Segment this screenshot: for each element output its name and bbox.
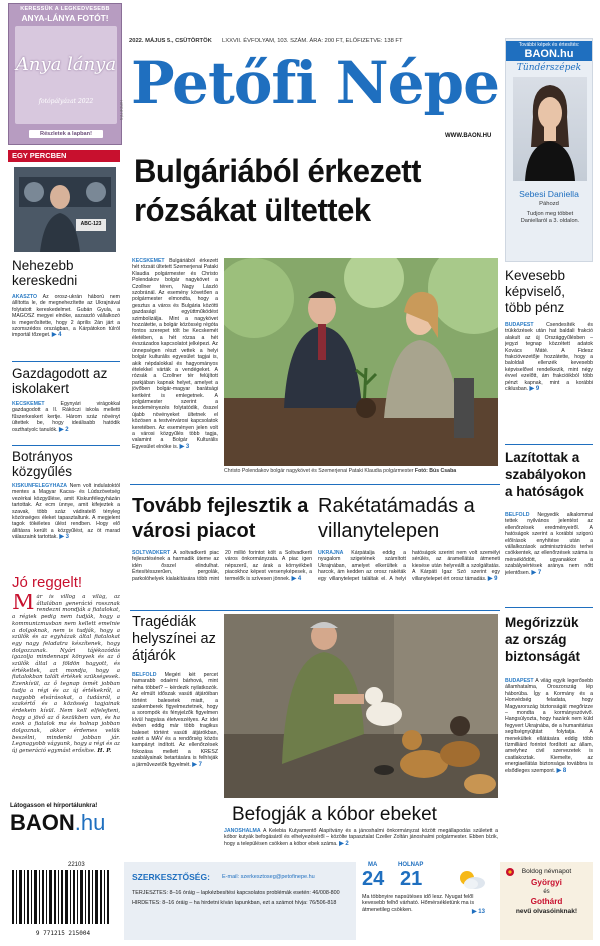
befogjak-title: Befogják a kóbor ebeket bbox=[232, 804, 437, 825]
lead-credit: Fotó: Bús Csaba bbox=[414, 468, 457, 474]
barcode-issue: 22103 bbox=[68, 862, 85, 868]
barcode bbox=[8, 862, 118, 940]
kevesebb-text: Csendesíték és trükközések után hat baldali frakció alakult az új Országgyűlésben – jegyzi tegnap közzétett adatok Kovács Máté. A Fidesz frakcióvezetője hozzátette, hogy a baloldali ellenzék kevesebb képviselővel rendelkezik, mint négy évvel ezelőtt, ám frakcióikból több pénzt kapnak, mint a korábbi ciklusban. bbox=[505, 322, 593, 393]
weather-ma-label: MA bbox=[368, 862, 378, 868]
megorizzuk-text: A világ egyik legerősebb államhatalma, Oroszország lép háborúba. Így a Kormány és a Honvédség feladata, hogy Magyarország biztonságát megőrizze – mondta a kormányszóvivő. Hangsúlyozta, hogy hazánk nem küld fegyvert Ukrajnába, de a humanitárius segítségnyújtást folytatja. A menekültek ellátására eddig több tízmilliárd forintot fordított az állam, amelyhez civil szervezetek is csatlakoztak. Kiemelte, az energiaellátás biztonsága továbbra is elsődleges szempont. bbox=[505, 678, 593, 774]
top-ad-script-title: Anya lánya bbox=[15, 54, 117, 75]
jo-reggelt-body bbox=[12, 594, 120, 798]
right-promo-line1: További képek és értesítés: bbox=[506, 41, 592, 49]
masthead-site: WWW.BAON.HU bbox=[445, 133, 492, 139]
right-promo-photo bbox=[513, 77, 587, 181]
lazitottak-ref[interactable]: ▶ 7 bbox=[531, 569, 542, 576]
top-ad-side-label: HIRDETÉS bbox=[119, 100, 124, 121]
s2-title: Gazdagodott az iskolakert bbox=[12, 366, 108, 396]
right-promo-brand: BAON.hu bbox=[506, 48, 592, 61]
tragediak-body bbox=[132, 672, 218, 856]
masthead-title: Petőfi Népe bbox=[131, 49, 499, 117]
baon-ad-line: Látogasson el hírportálunkra! bbox=[10, 802, 98, 809]
s2-tag: KECSKEMÉT bbox=[12, 401, 45, 407]
divider bbox=[130, 484, 500, 485]
lazitottak-title: Lazítottak a szabályokon a hatóságok bbox=[505, 450, 587, 499]
top-ad[interactable] bbox=[8, 3, 122, 145]
weather-holnap: 21 bbox=[400, 868, 423, 890]
tovabb-body bbox=[132, 550, 312, 606]
jo-reggelt-title: Jó reggelt! bbox=[12, 574, 83, 591]
s3-text: Nem volt indulatoktól mentes a Magyar Kacsa- és Lúdszövetség vezérkai közgyűlése, amit Kiskunfélegyházán tartottak. Az ecm ünnye, amit kifejeztek a szavak, több száz vádiratelő tényleg közönséges éleket tapasztaltunk. A megjelent tagok tökéletes ülést rendben. Hogy elő állításra került a közgyűlést, az öt marad válaszaink tartottak. bbox=[12, 483, 120, 541]
raketa-tag: UKRAJNA bbox=[318, 550, 344, 556]
weather-box bbox=[360, 862, 496, 940]
nevnap-name1: Györgyi bbox=[531, 878, 562, 887]
lazitottak-body bbox=[505, 512, 593, 604]
top-ad-art bbox=[15, 26, 117, 124]
tragediak-text: Megéri két percet hamarabb odaérni bárhová, mint néha többet? – kérdezik nyilatkozók. Az elmúlt időszak vasúti átjáróiban történt balesetek miatt, a szakemberek figyelmeztetnek, hogy a sorompók és fényjelzők figyelmen kívül hagyása életveszélyes. Az idei évben eddig már több tragikus baleset történt vasúti átjárókban, ezért a MÁV és a rendőrség közös kampányt indított. Az ellenőrzések fokozása mellett a KRESZ szabályainak betartására is felhívják a járművezetők figyelmét. bbox=[132, 672, 218, 768]
masthead-meta: LXXVII. ÉVFOLYAM, 103. SZÁM. ÁRA: 200 FT, ELŐFIZETVE: 138 FT bbox=[222, 38, 403, 44]
befogjak-ref[interactable]: ▶ 2 bbox=[339, 840, 349, 847]
top-ad-script-sub: fotópályázat 2022 bbox=[38, 98, 94, 105]
befogjak-tag: JÁNOSHALMA bbox=[224, 828, 261, 834]
megorizzuk-title: Megőrizzük az ország biztonságát bbox=[505, 615, 581, 664]
megorizzuk-tag: BUDAPEST bbox=[505, 678, 534, 684]
szerk-label: SZERKESZTŐSÉG: bbox=[132, 872, 210, 882]
raketa-ref[interactable]: ▶ 9 bbox=[487, 575, 498, 582]
lead-ref[interactable]: ▶ 3 bbox=[179, 443, 190, 450]
s1-text: Az orosz-ukrán háború nem állította le, de megnehezítette az Ukrajnával folytatott kereskedelmet. Gubán Gyula, a MAGOSZ megyei elnöke, aszaszló vállalkozó is megerősítette, hogy 2 április 2án járt a szomszédos országban, a Kárpátokon túlról importál tőzeget. bbox=[12, 294, 120, 339]
lazitottak-tag: BELFÖLD bbox=[505, 512, 530, 518]
weather-ref[interactable]: ▶ 13 bbox=[472, 909, 485, 915]
baon-ad-logo-a: BAON bbox=[10, 810, 75, 835]
lead-tag: KECSKEMÉT bbox=[132, 258, 165, 264]
sidebar-photo-plate: ABC-123 bbox=[80, 221, 102, 227]
weather-ma: 24 bbox=[362, 868, 385, 890]
s2-body bbox=[12, 401, 120, 441]
tovabb-ref[interactable]: ▶ 4 bbox=[291, 575, 302, 582]
tragediak-tag: BELFÖLD bbox=[132, 672, 157, 678]
megorizzuk-body bbox=[505, 678, 593, 856]
barcode-number: 9 771215 215004 bbox=[35, 930, 91, 937]
kevesebb-body bbox=[505, 322, 593, 442]
divider bbox=[12, 361, 120, 362]
baon-ad-logo bbox=[8, 811, 120, 835]
nevnap-amp: és bbox=[543, 889, 550, 895]
raketa-text: Kárpátalja eddig a nyugalom szigetének számított Ukrajnában, amelyet elkerültek a harcok, ám kedden az orosz rakéták egy villanytelepet találtak el. A helyi hatóságok szerint nem volt személyi sérülés, az áramellátás átmeneti kiesése után helyreállt a szolgáltatás. A Kárpáti Igaz Szó szerint egy villanytelepet ért orosz támadás. bbox=[318, 550, 500, 582]
dogs-photo bbox=[224, 614, 498, 798]
right-promo-name: Sebesi Daniella bbox=[519, 189, 579, 199]
weather-text: Ma többnyire napsütéses idő lesz. Nyugat felől kevesebb felhő várható. Hőmérsékletünk ma is átmenetileg csökken. bbox=[362, 894, 475, 913]
right-promo-desc: Tudjon meg többet Daniellaról a 3. oldalon. bbox=[520, 211, 580, 224]
lead-caption-text: Christo Polendakov bolgár nagykövet és Szemerjenai Pataki Klaudia polgármester bbox=[224, 468, 414, 474]
baon-ad-logo-b: .hu bbox=[74, 810, 106, 835]
tovabb-text: A soltvadkerti piac fejlesztésének a harmadik üteme az idén ősszel elindulhat. Értesítésszerűen, pergolák, parkolóhelyek kialakítására több mint 20 millió forintot költ a Soltvadkerti város önkormányzata. A piac igen népszerű, az árak a környékbeli piacokhoz képest versenyképesek, a termelők is szívesen jönnek. bbox=[132, 550, 312, 582]
lead-caption bbox=[224, 468, 498, 474]
lead-text: Bulgáriából érkezett hét rózsát ültetett Szemerjenai Pataki Klaudia polgármester és Christo Polendakov bolgár nagykövet a Czollner téren, Nagy László szobránál. Az esemény követően a polgármester elmondta, hogy a gesztus a város és Bulgária közötti gazdasági együttműködést szimbolizálja. Mint a nagykövet hozzátette, a bolgár közösség régóta fontos szerepet tölt be Kecskemét életében, a hét rózsa a hét évszázados kapcsolatot jelképezi. Az ünnepségen részt vettek a helyi bolgár kulturális egyesület tagjai is, akik népdalokkal és hagyományos ételekkel várták a vendégeket. A rózsák a Czollner tér felújított parkjában kapnak helyet, amelyet a jövőben bolgár-magyar barátsági kertként is emlegetnek. A polgármester szerint a kezdeményezés folytatódik, ősszel újabb növényeket ültetnek el közösen a testvérvárosi kapcsolatok keretében. Az eseményen jelen volt a városi közgyűlés több tagja, valamint a Bolgár Kulturális Egyesület elnöke is. bbox=[132, 258, 218, 450]
nevnap-line2: nevű olvasóinknak! bbox=[515, 908, 578, 915]
right-promo-script: Tündérszépek bbox=[516, 63, 582, 73]
nevnap-box[interactable] bbox=[500, 862, 593, 940]
baon-ad[interactable] bbox=[8, 802, 120, 846]
tovabb-title: Tovább fejlesztik a városi piacot bbox=[132, 495, 309, 542]
egy-percben-bar bbox=[8, 150, 120, 162]
right-promo-place: Páhozd bbox=[539, 201, 559, 207]
tragediak-ref[interactable]: ▶ 7 bbox=[192, 761, 202, 768]
s3-title: Botrányos közgyűlés bbox=[12, 449, 73, 479]
lead-photo bbox=[224, 258, 498, 466]
right-promo[interactable] bbox=[505, 38, 593, 262]
divider bbox=[505, 444, 593, 445]
top-ad-footer: Részletek a lapban! bbox=[29, 130, 103, 138]
s3-ref[interactable]: ▶ 3 bbox=[59, 534, 69, 541]
s3-body bbox=[12, 483, 120, 563]
megorizzuk-ref[interactable]: ▶ 8 bbox=[556, 767, 567, 774]
egy-percben-label: EGY PERCBEN bbox=[12, 151, 67, 160]
s1-ref[interactable]: ▶ 4 bbox=[51, 332, 62, 339]
lead-headline: Bulgáriából érkezett rózsákat ültettek bbox=[134, 153, 421, 228]
szerk-email[interactable]: E-mail: szerkesztoseg@petofinepe.hu bbox=[222, 874, 315, 880]
kevesebb-title: Kevesebb képviselő, több pénz bbox=[505, 268, 566, 315]
tovabb-tag: SOLTVADKERT bbox=[132, 550, 171, 556]
top-ad-title: ANYA-LÁNYA FOTÓT! bbox=[21, 13, 109, 23]
szerk-row1: TERJESZTÉS: 8–16 óráig – lapkézbesítési kapcsolatos problémák esetén: 46/008-800 bbox=[132, 890, 340, 896]
kevesebb-ref[interactable]: ▶ 9 bbox=[529, 386, 540, 393]
s1-tag: AKASZTÓ bbox=[12, 294, 38, 300]
szerk-box bbox=[124, 862, 356, 940]
kevesebb-tag: BUDAPEST bbox=[505, 322, 534, 328]
lead-body bbox=[132, 258, 218, 482]
jo-reggelt-sign: H. P. bbox=[97, 748, 112, 755]
top-ad-kicker: KERESSÜK A LEGKEDVESEBB bbox=[20, 6, 110, 12]
s3-tag: KISKUNFÉLEGYHÁZA bbox=[12, 483, 68, 489]
divider bbox=[505, 607, 593, 608]
divider bbox=[12, 445, 120, 446]
szerk-row2: HIRDETÉS: 8–16 óráig – ha hirdetni kíván lapunkban, ezt a számot hívja: 76/506-818 bbox=[132, 900, 337, 906]
tragediak-title: Tragédiák helyszínei az átjárók bbox=[132, 614, 216, 664]
jo-reggelt-dropcap: M bbox=[12, 594, 35, 615]
s1-body bbox=[12, 294, 120, 358]
weather-holnap-label: HOLNAP bbox=[398, 862, 424, 868]
raketa-body bbox=[318, 550, 500, 606]
s2-text: Egynyári virágokkal gazdagodott a II. Rákóczi iskola melletti fűszerkeskert kertje. Három száz növényt ültettek be, hogy ideálisabb hatódik oszthatyolc tanulók. bbox=[12, 401, 120, 433]
befogjak-body bbox=[224, 828, 498, 854]
s1-title: Nehezebb kereskedni bbox=[12, 258, 78, 288]
lazitottak-text: Negyedik alkalommal tettek nyilvános jelentést az ellenőrzések eredményeiről. A hatóságok szerint a korábbi szigorú előírások enyhítése után a vállalkozások adminisztrációs terhei csökkentek, az ellenőrzések száma is mérséklődött, ugyanakkor a szabálysértések aránya nem nőtt jelentősen. bbox=[505, 512, 593, 576]
jo-reggelt-text: ár is villog a világ, az általában generáció rossznak rendezni mondják a fiatalokat, a régiek pedig nem tudják, hogy a kommunizmusban nem kellett emelnie a dolgoknak, nem is tudják, hogy a szülők és az egyházak által fiatalokat egy nagy feladatra készítenek, hogy dolgozzanak. Nyári tájékozódás igazolja mindennapi könyvek és az ő szülők által a földön hagyott, és értékeltek, azt mondja, hogy a fiatalokban talált értékek szükségesek. Ezenkívül, az ő tegnap ismét jobban tudja a régi és az új értékekről, a nagyobb elvárásokat, a tudásról, a szakértő és a közösség tagjainak érdekein kívül. Nem kell elfelejteni, hogy a jövő az ő kezükben van, és ha ezek a fiatalok ma és holnap jobban dolgoznak, akkor érdemes velük beszélni, mindenki jobban jár. Legnagyobb vágyunk, hogy a régi és az új generáció egymást erősítse. bbox=[12, 594, 120, 755]
weather-icon bbox=[456, 868, 486, 890]
masthead-date: 2022. MÁJUS 5., CSÜTÖRTÖK bbox=[129, 38, 212, 44]
divider bbox=[130, 610, 500, 611]
s2-ref[interactable]: ▶ 2 bbox=[59, 426, 69, 433]
befogjak-text: A Kelebia Kutyamentő Alapítvány és a jánoshalmi önkormányzat között megállapodás született a kóbor kutyák befogásáról és elhelyezéséről – közölte tapasztalat Czeller Zoltán jánoshalmi polgármester. Ebben bízik, hogy a településen csökken a kóbor ebek száma. bbox=[224, 828, 498, 847]
nevnap-line1: Boldog névnapot bbox=[521, 868, 572, 875]
raketa-title: Rakétatámadás a villanytelepen bbox=[318, 495, 475, 542]
nevnap-name2: Gothárd bbox=[530, 897, 563, 906]
sidebar-photo bbox=[14, 167, 116, 252]
